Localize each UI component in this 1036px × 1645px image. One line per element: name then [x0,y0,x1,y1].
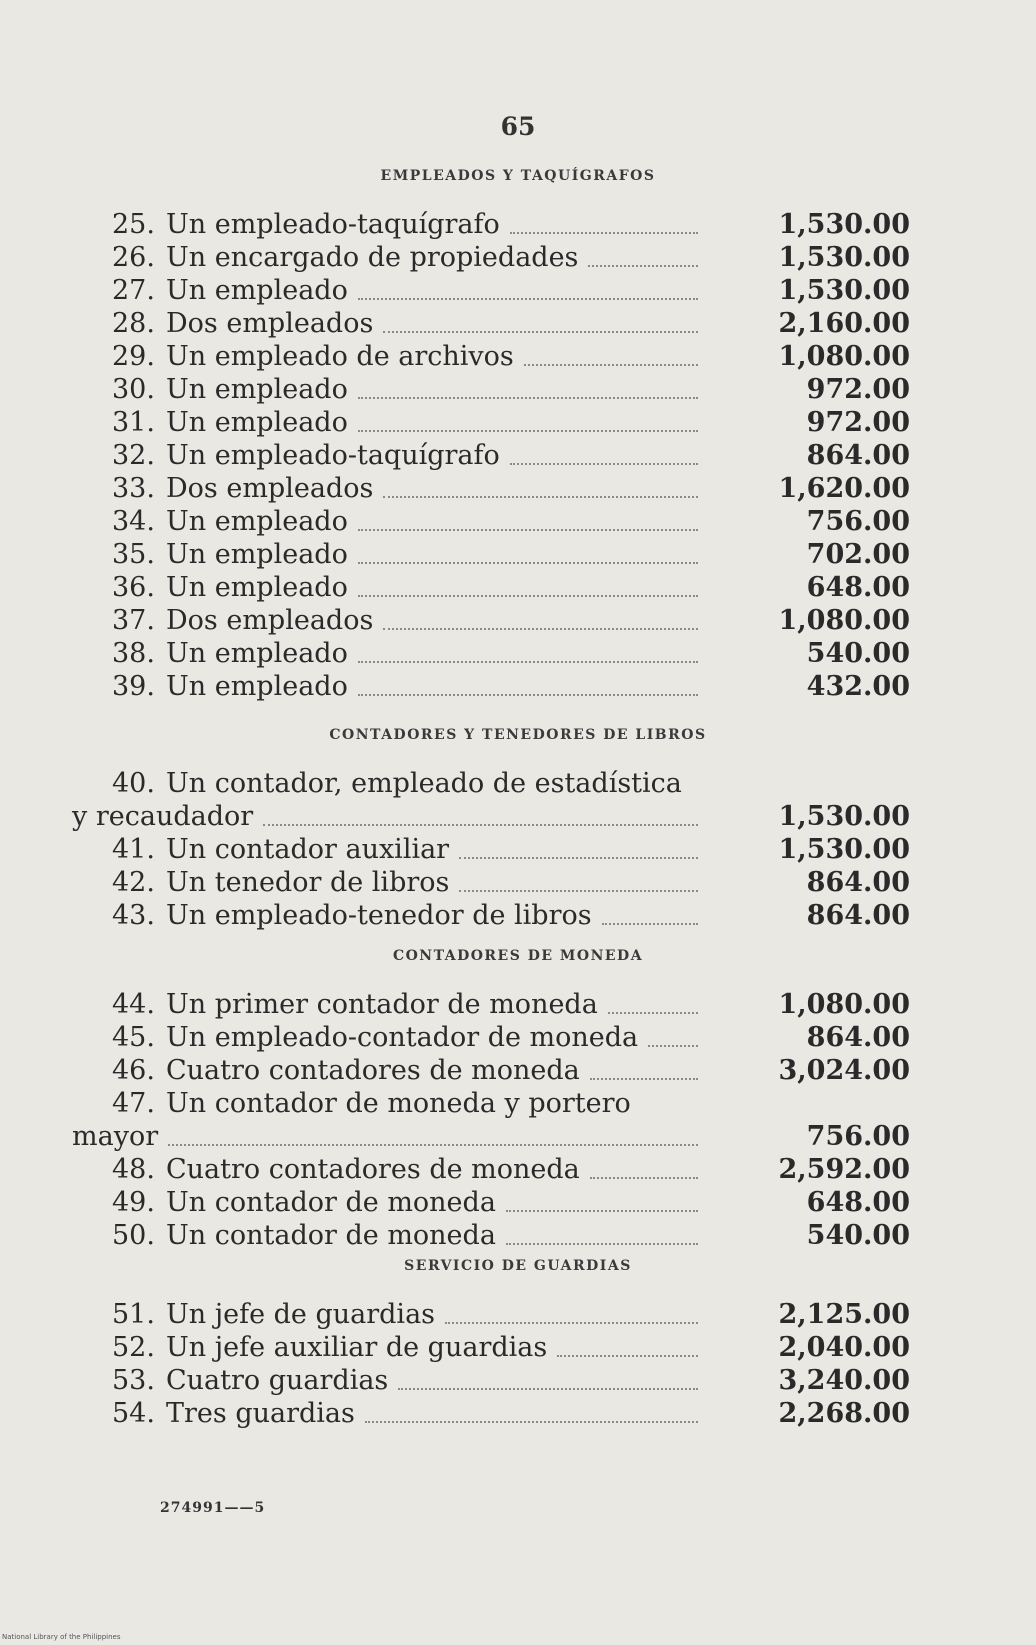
list-item [0,538,1036,572]
item-description: Un jefe de guardias [166,1299,436,1330]
list-item [0,571,1036,605]
list-item [0,1087,1036,1121]
item-description: Un encargado de propiedades [166,242,579,273]
item-number: 50. [112,1220,155,1251]
list-item [0,833,1036,867]
item-description: Cuatro contadores de moneda [166,1154,580,1185]
item-amount: 2,592.00 [778,1154,910,1185]
leader-dots [358,661,698,663]
item-description: Cuatro contadores de moneda [166,1055,580,1086]
item-number: 32. [112,440,155,471]
item-description: Un empleado [166,572,348,603]
item-description: Un empleado [166,275,348,306]
list-item [0,241,1036,275]
leader-dots [510,463,698,465]
item-amount: 1,530.00 [778,242,910,273]
section-heading: CONTADORES DE MONEDA [392,948,644,964]
item-description: Un empleado-contador de moneda [166,1022,639,1053]
item-description: Un primer contador de moneda [166,989,598,1020]
item-amount: 540.00 [806,638,910,669]
section-heading: SERVICIO DE GUARDIAS [404,1258,632,1274]
leader-dots [590,1177,698,1179]
leader-dots [459,857,698,859]
leader-dots [445,1322,698,1324]
list-item [0,1186,1036,1220]
item-number: 26. [112,242,155,273]
list-item [0,1219,1036,1253]
item-number: 42. [112,867,155,898]
item-number: 47. [112,1088,155,1119]
item-description: Un jefe auxiliar de guardias [166,1332,548,1363]
item-description: Tres guardias [166,1398,355,1429]
item-amount: 1,530.00 [778,801,910,832]
list-item [0,406,1036,440]
item-description: Un contador de moneda [166,1220,496,1251]
list-item [0,1021,1036,1055]
list-item [0,1054,1036,1088]
item-amount: 1,080.00 [778,341,910,372]
item-description: Cuatro guardias [166,1365,389,1396]
item-number: 25. [112,209,155,240]
list-item [0,1153,1036,1187]
item-description: Un empleado-taquígrafo [166,440,500,471]
list-item [0,1364,1036,1398]
item-description: Dos empleados [166,473,374,504]
item-number: 27. [112,275,155,306]
leader-dots [383,496,698,498]
list-item [0,988,1036,1022]
list-item [0,274,1036,308]
item-description: Un empleado [166,506,348,537]
item-amount: 972.00 [806,407,910,438]
item-amount: 2,268.00 [778,1398,910,1429]
list-item [0,866,1036,900]
item-amount: 3,240.00 [778,1365,910,1396]
item-amount: 540.00 [806,1220,910,1251]
item-number: 49. [112,1187,155,1218]
list-item [0,340,1036,374]
item-number: 37. [112,605,155,636]
library-note: National Library of the Philippines [2,1633,121,1641]
item-description: Un empleado [166,374,348,405]
list-item [0,472,1036,506]
item-amount: 648.00 [806,572,910,603]
item-number: 40. [112,768,155,799]
list-item [0,899,1036,933]
list-item [0,373,1036,407]
item-description: Un empleado [166,539,348,570]
item-description-continuation: y recaudador [72,801,254,832]
list-item [0,637,1036,671]
item-description: Un empleado-tenedor de libros [166,900,592,931]
leader-dots [524,364,698,366]
item-amount: 432.00 [806,671,910,702]
leader-dots [506,1210,698,1212]
item-number: 29. [112,341,155,372]
list-item-continuation [0,1120,1036,1154]
item-amount: 1,080.00 [778,605,910,636]
item-amount: 756.00 [806,506,910,537]
item-amount: 864.00 [806,1022,910,1053]
item-number: 43. [112,900,155,931]
item-amount: 1,530.00 [778,834,910,865]
item-number: 28. [112,308,155,339]
item-number: 46. [112,1055,155,1086]
leader-dots [648,1045,698,1047]
leader-dots [263,824,698,826]
item-number: 41. [112,834,155,865]
leader-dots [358,430,698,432]
item-amount: 1,080.00 [778,989,910,1020]
item-description: Dos empleados [166,605,374,636]
item-amount: 864.00 [806,900,910,931]
item-description: Un empleado-taquígrafo [166,209,500,240]
leader-dots [383,331,698,333]
item-number: 48. [112,1154,155,1185]
leader-dots [358,595,698,597]
leader-dots [608,1012,698,1014]
item-description: Un contador auxiliar [166,834,450,865]
item-amount: 702.00 [806,539,910,570]
leader-dots [588,265,698,267]
item-amount: 3,024.00 [778,1055,910,1086]
item-description: Un empleado de archivos [166,341,514,372]
item-description: Un tenedor de libros [166,867,450,898]
item-description-continuation: mayor [72,1121,159,1152]
list-item [0,767,1036,801]
item-number: 44. [112,989,155,1020]
item-amount: 756.00 [806,1121,910,1152]
item-amount: 648.00 [806,1187,910,1218]
list-item [0,1331,1036,1365]
item-number: 38. [112,638,155,669]
item-number: 45. [112,1022,155,1053]
item-number: 34. [112,506,155,537]
list-item [0,439,1036,473]
leader-dots [383,628,698,630]
list-item [0,670,1036,704]
item-number: 52. [112,1332,155,1363]
item-amount: 972.00 [806,374,910,405]
list-item [0,208,1036,242]
item-description: Un empleado [166,407,348,438]
item-number: 39. [112,671,155,702]
item-number: 54. [112,1398,155,1429]
section-heading: CONTADORES Y TENEDORES DE LIBROS [329,727,707,743]
list-item [0,1298,1036,1332]
item-description: Un contador, empleado de estadística [166,768,682,799]
list-item-continuation [0,800,1036,834]
item-description: Un empleado [166,671,348,702]
item-amount: 2,040.00 [778,1332,910,1363]
list-item [0,307,1036,341]
leader-dots [365,1421,698,1423]
item-description: Un contador de moneda y portero [166,1088,631,1119]
section-heading: EMPLEADOS Y TAQUÍGRAFOS [380,168,656,184]
item-number: 53. [112,1365,155,1396]
leader-dots [358,562,698,564]
item-number: 30. [112,374,155,405]
leader-dots [358,397,698,399]
item-description: Dos empleados [166,308,374,339]
item-number: 33. [112,473,155,504]
item-amount: 1,620.00 [778,473,910,504]
item-number: 35. [112,539,155,570]
item-amount: 2,160.00 [778,308,910,339]
leader-dots [358,298,698,300]
leader-dots [398,1388,698,1390]
footer-code: 274991——5 [160,1500,266,1516]
list-item [0,1397,1036,1431]
item-amount: 864.00 [806,440,910,471]
item-description: Un contador de moneda [166,1187,496,1218]
list-item [0,604,1036,638]
leader-dots [602,923,698,925]
item-number: 36. [112,572,155,603]
leader-dots [459,890,698,892]
page-number: 65 [500,112,536,141]
item-amount: 1,530.00 [778,275,910,306]
leader-dots [557,1355,698,1357]
item-amount: 864.00 [806,867,910,898]
list-item [0,505,1036,539]
item-amount: 2,125.00 [778,1299,910,1330]
item-amount: 1,530.00 [778,209,910,240]
item-number: 31. [112,407,155,438]
item-number: 51. [112,1299,155,1330]
leader-dots [358,529,698,531]
leader-dots [506,1243,698,1245]
leader-dots [510,232,698,234]
leader-dots [590,1078,698,1080]
leader-dots [168,1144,698,1146]
item-description: Un empleado [166,638,348,669]
leader-dots [358,694,698,696]
